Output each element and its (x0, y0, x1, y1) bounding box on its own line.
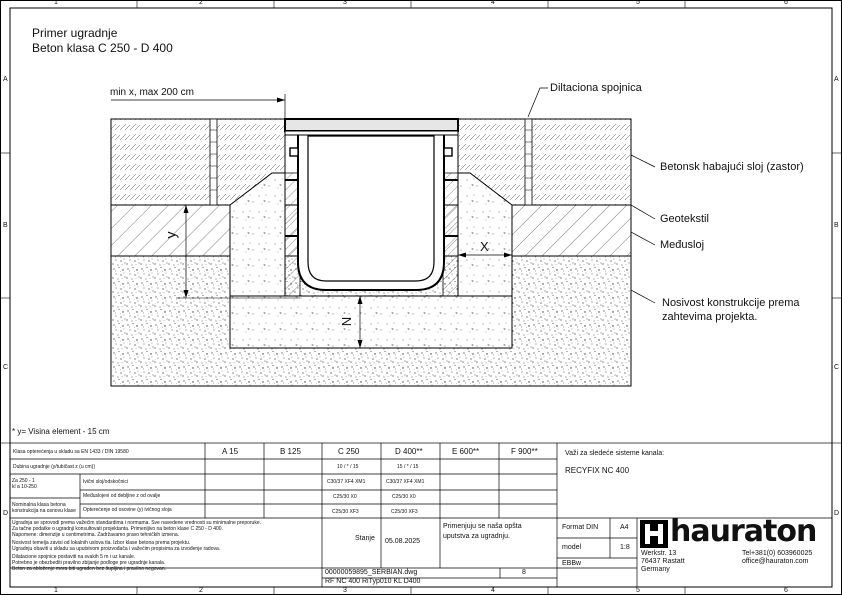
dimension-x-label: X (480, 239, 489, 254)
load-class-a15: A 15 (222, 447, 239, 456)
col-marker-1-bottom: 1 (54, 587, 58, 594)
row-edge-c250: C30/37 XF4 XM1 (327, 479, 366, 485)
col-marker-2-bottom: 2 (199, 587, 203, 594)
row-marker-d-right: D (834, 510, 840, 517)
format-value: A4 (620, 524, 629, 531)
col-marker-6-bottom: 6 (784, 587, 788, 594)
note-line: Ugradnju obaviti u skladu sa uputstvom proizvođača i važećim propisima za izvođenje radova. (12, 546, 221, 552)
load-class-f900: F 900** (511, 447, 538, 456)
callout-wearing-layer: Betonsk habajući sloj (zastor) (660, 161, 804, 173)
row-axle-d400: C25/30 XF3 (391, 509, 418, 515)
revision: 8 (522, 569, 526, 576)
load-class-header: Klasa opterećenja u skladu sa EN 1433 / DIN 19580 (13, 449, 129, 455)
row-marker-d: D (3, 510, 9, 517)
col-marker-5: 5 (636, 0, 640, 6)
row-depth-c250: 10 / * / 15 (337, 464, 359, 470)
company-address-3: Germany (641, 566, 670, 573)
row-marker-c: C (3, 364, 9, 371)
callout-expansion-joint: Diltaciona spojnica (550, 82, 642, 94)
side-group-2: Nominalna klasa betona konstrukcija na osnovu klase (12, 502, 76, 514)
company-address-1: Werkstr. 13 (641, 550, 677, 557)
col-marker-1: 1 (54, 0, 58, 6)
callout-interlayer: Međusloj (660, 239, 705, 251)
footnote: * y= Visina element - 15 cm (12, 427, 110, 436)
file-name: 00000059895_SERBIAN.dwg (325, 569, 418, 576)
col-marker-3: 3 (343, 0, 347, 6)
row-depth-d400: 15 / * / 15 (397, 464, 419, 470)
note-line: Beton za obloženje mora biti ugrađen bez šupljina i pravilno negovan. (12, 566, 166, 572)
status-date: 05.08.2025 (385, 538, 421, 545)
load-class-b125: B 125 (280, 447, 301, 456)
company-address-2: 76437 Rastatt (641, 558, 685, 565)
row-axle-label: Opterećenje od osovine (y) ivičnog sloja (83, 507, 172, 513)
reference: RF NC 400 RiTyp010 KL D400 (325, 578, 421, 585)
dimension-y-label: y (162, 231, 179, 239)
load-class-d400: D 400** (395, 447, 423, 456)
row-marker-b-right: B (834, 222, 839, 229)
row-marker-b: B (3, 222, 8, 229)
row-marker-a: A (3, 76, 8, 83)
row-axle-c250: C25/30 XF3 (332, 509, 359, 515)
note-line: Napomene: dimenzije u centimetrima. Zadržavamo pravo tehničkih izmena. (12, 532, 180, 538)
col-marker-4-bottom: 4 (491, 587, 495, 594)
note-line: Za tačne podatke o ugradnji konsultovati projektanta. Primenljivo na beton klase C 250 - D 400. (12, 526, 223, 532)
col-marker-6: 6 (784, 0, 788, 6)
callout-subbase-line2: zahtevima projekta. (662, 311, 758, 323)
notes-block (12, 520, 318, 572)
row-interlayer-d400: C25/30 X0 (392, 494, 416, 500)
side-group-1: Za 250 - 1 kl a 10-250 (12, 478, 37, 490)
status-label: Stanje (355, 535, 375, 542)
col-marker-4: 4 (491, 0, 495, 6)
callout-geotextile: Geotekstil (660, 213, 709, 225)
callout-subbase-line1: Nosivost konstrukcije prema (662, 297, 800, 309)
format-label: Format DIN (562, 524, 599, 531)
row-marker-c-right: C (834, 364, 840, 371)
dimension-z-label: N (339, 316, 355, 327)
system-name: RECYFIX NC 400 (565, 466, 630, 475)
load-class-e600: E 600** (452, 447, 480, 456)
company-logo-wordmark: hauraton (670, 514, 817, 549)
row-edge-d400: C30/37 XF4 XM1 (386, 479, 425, 485)
system-label: Važi za sledeće sisteme kanala: (565, 450, 665, 457)
hauraton-logo-mark-icon (640, 520, 668, 548)
note-line: Dilatacione spojnice postaviti na svakih 5 m i uz kanale. (12, 554, 136, 560)
col-marker-2: 2 (199, 0, 203, 6)
load-class-c250: C 250 (338, 447, 360, 456)
note-line: Nosivost temelja zavisi od lokalnih uslova tla. Izbor klase betona prema projektu. (12, 540, 191, 546)
row-edge-label: Ivični sloj/odskočnici (83, 479, 129, 485)
company-email: office@hauraton.com (742, 558, 809, 565)
row-marker-a-right: A (834, 76, 839, 83)
col-marker-3-bottom: 3 (343, 587, 347, 594)
note-line: Ugradnja se sprovodi prema važećim standardima i normama. Sve navedene vrednosti su minimalne preporuke. (12, 520, 262, 526)
row-interlayer-label: Međuslojevi od debljine z od ovalje (83, 493, 161, 499)
scale-label: model (562, 544, 582, 551)
status-remark: Primenjuju se naša opšta uputstva za ugradnju. (443, 523, 522, 540)
row-depth-label: Dubina ugradnje (y/tubičast z (u cm)) (13, 464, 95, 470)
drawing-subtitle: Beton klasa C 250 - D 400 (32, 41, 173, 55)
drawing-title: Primer ugradnje (32, 26, 118, 40)
scale-value: 1:8 (620, 544, 630, 551)
dimension-min-x-label: min x, max 200 cm (110, 87, 194, 98)
language-code: EBBw (562, 560, 582, 567)
company-phone: Tel+381(0) 603960025 (742, 550, 813, 557)
row-interlayer-c250: C25/30 X0 (333, 494, 357, 500)
note-line: Potrebno je obezbediti pravilno zbijanje podloge pre ugradnje kanala. (12, 560, 166, 566)
col-marker-5-bottom: 5 (636, 587, 640, 594)
